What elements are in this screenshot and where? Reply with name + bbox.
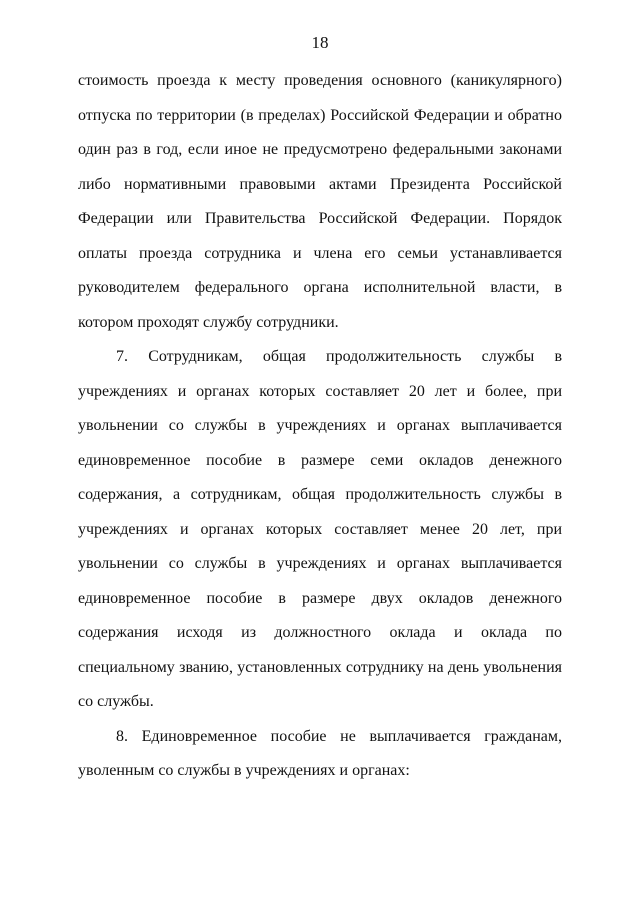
paragraph-continuation: стоимость проезда к месту проведения основного (каникулярного) отпуска по территории (в пределах) Российской Федерации и обратно один раз в год, если иное не предусмотрено федеральными законами либо нормативными правовыми актами Президента Российской Федерации или Правительства Российской Федерации. Порядок оплаты проезда сотрудника и члена его семьи устанавливается руководителем федерального органа исполнительной власти, в котором проходят службу сотрудники. bbox=[78, 72, 562, 331]
paragraph-item-7: 7. Сотрудникам, общая продолжительность службы в учреждениях и органах которых составляет 20 лет и более, при увольнении со службы в учреждениях и органах выплачивается единовременное пособие в размере семи окладов денежного содержания, а сотрудникам, общая продолжительность службы в учреждениях и органах которых составляет менее 20 лет, при увольнении со службы в учреждениях и органах выплачивается единовременное пособие в размере двух окладов денежного содержания исходя из должностного оклада и оклада по специальному званию, установленных сотруднику на день увольнения со службы. bbox=[78, 348, 562, 710]
paragraph-item-8: 8. Единовременное пособие не выплачивается гражданам, уволенным со службы в учреждениях и органах: bbox=[78, 727, 562, 779]
page-number: 18 bbox=[311, 33, 329, 52]
document-body bbox=[78, 64, 562, 789]
